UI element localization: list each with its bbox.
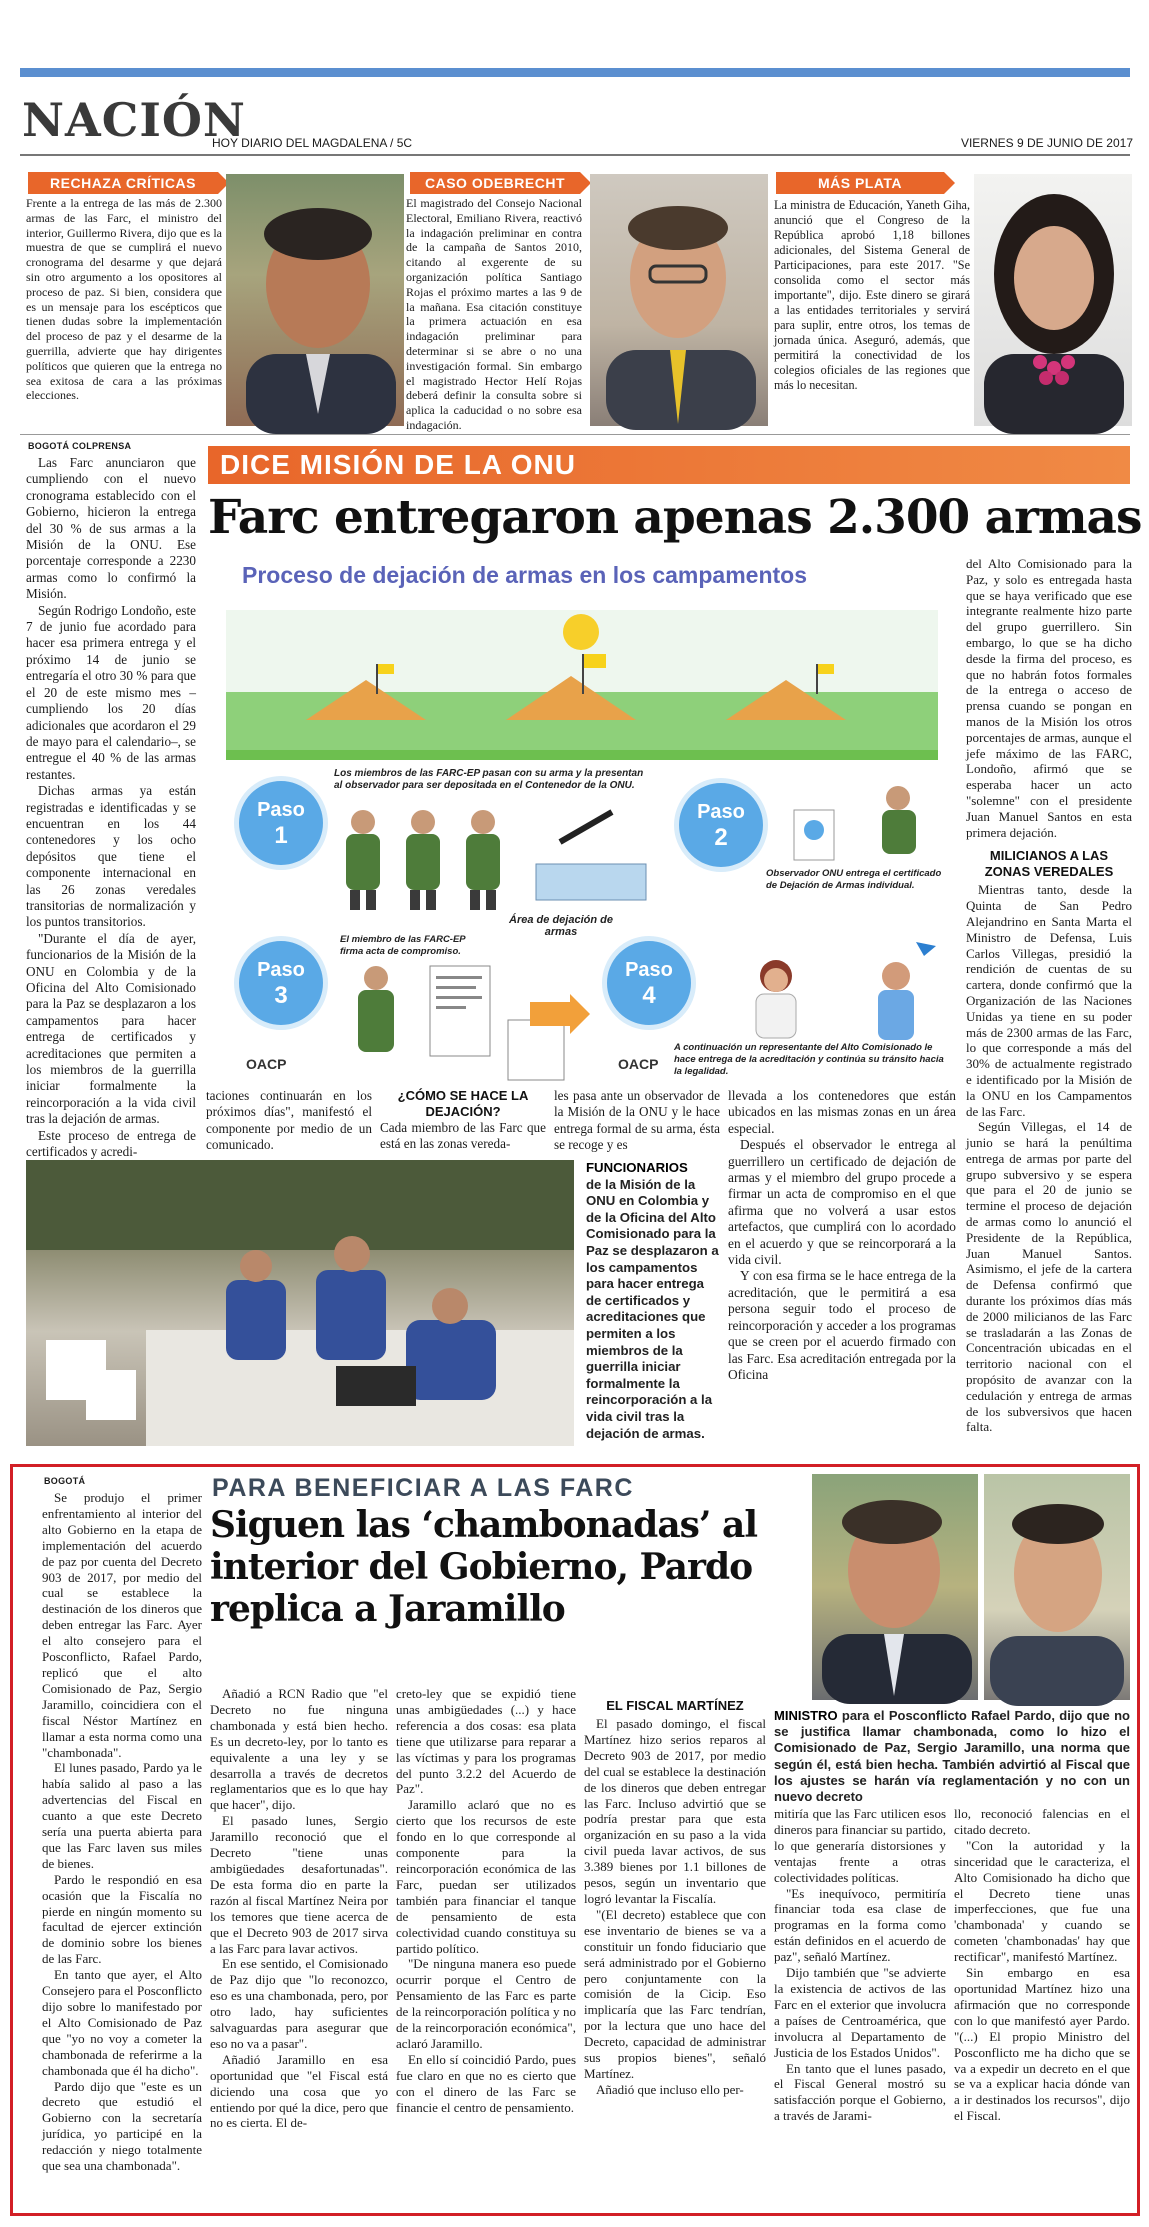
- portrait-figure: [590, 174, 768, 426]
- section-title: NACIÓN: [22, 93, 246, 147]
- subhead-fiscal: EL FISCAL MARTÍNEZ: [606, 1698, 744, 1713]
- photo-funcionarios: [26, 1160, 574, 1446]
- brief-kicker-label: MÁS PLATA: [817, 175, 903, 191]
- photo-rojas: [590, 174, 768, 426]
- paragraph: Mientras tanto, desde la Quinta de San Pedro Alejandrino en Santa Marta el Ministro de Defensa, Luis Carlos Villegas, presidió la rendición de cuentas de su cartera, donde confirmó que la Organización de las Naciones Unidas ya tiene en su poder más de 2300 armas de las Farc, lo que corresponde a más del 30% de actualmente registrado e identificado por la Misión de la ONU en los Campamentos de las Farc.: [966, 882, 1132, 1119]
- main-col1: [26, 455, 196, 1171]
- paragraph: del Alto Comisionado para la Paz, y solo es entregada hasta que se haya verificado que ese integrante realmente hizo parte del grupo guerrillero. Sin embargo, lo que se ha dicho desde la firma del proceso, es que no habrán fotos formales de la entrega o acceso de prensa cuando se pongan en manos de la Misión los otros porcentajes de armas, aunque el jefe máximo de las FARC, Londoño, afirmó que se esperaba hacer un acto "solemne" con el presidente Juan Manuel Santos en esta primera dejación.: [966, 556, 1132, 840]
- paragraph: "De ninguna manera eso puede ocurrir porque el Centro de Pensamiento de las Farc es parte de la reincorporación política y no de la reincorporación económica", aclaró Jaramillo.: [396, 1956, 576, 2051]
- main-dateline: BOGOTÁ COLPRENSA: [28, 441, 132, 451]
- paragraph: "Es inequívoco, permitiría financiar toda esa clase de programas en la forma como están definidos en el acuerdo de paz", señaló Martínez.: [774, 1885, 946, 1965]
- publication-line: HOY DIARIO DEL MAGDALENA / 5C: [212, 136, 413, 150]
- paragraph: Dichas armas ya están registradas e identificadas y se encuentran en los 44 contenedores y los ocho depósitos que tiene el componente internacional en las 26 zonas veredales transitorias de normalización y los puntos transitorios.: [26, 783, 196, 930]
- photo-giha: [974, 174, 1132, 426]
- second-col3: [396, 1686, 576, 2198]
- issue-date: VIERNES 9 DE JUNIO DE 2017: [960, 136, 1133, 150]
- paragraph: El pasado domingo, el fiscal Martínez hizo serios reparos al Decreto 903 de 2017, por medio del cual se establece la destinación de los dineros que deben entregar las Farc. Incluso advirtió que se podría prestar para que esta organización en su paso a la vida civil pueda lavar activos, de sus 3.389 bienes por 1.1 billones de pesos, según un inventario que logró levantar la Fiscalía.: [584, 1716, 766, 1906]
- main-col3-tail-wrap: [380, 1088, 546, 1152]
- area-label: Área de dejación de armas: [509, 914, 613, 938]
- paso-4-text: A continuación un representante del Alto Comisionado le hace entrega de la acreditación y continúa su tránsito hacia la legalidad.: [674, 1042, 944, 1077]
- header-rule: [20, 154, 1130, 156]
- brief-kicker-3: [776, 172, 944, 194]
- paragraph: Añadió que incluso ello per-: [596, 2081, 744, 2097]
- brief-kicker-label: CASO ODEBRECHT: [424, 175, 565, 191]
- paragraph: Se produjo el primer enfrentamiento al interior del alto Gobierno en la etapa de implementación del acuerdo de paz por cuenta del Decreto 903 de 2017, por medio del cual se establece la destinación de los dineros que deben entregar las Farc. Ayer el alto consejero para el Posconflicto, Rafael Pardo, replicó que el alto Comisionado de Paz, Sergio Jaramillo, coincidiera con el fiscal Néstor Martínez en llamar a esta norma como una "chambonada".: [42, 1490, 202, 1760]
- paragraph: Este proceso de entrega de certificados y acredi-: [26, 1127, 196, 1160]
- paragraph: Las Farc anunciaron que cumpliendo con el nuevo cronograma establecido con el Gobierno, hicieron la entrega del 30 % de sus armas a la Misión de la ONU. Ese porcentaje corresponde a 2230 armas como lo confirmó la Misión.: [26, 455, 196, 602]
- paso-3-badge: Paso 3: [234, 936, 328, 1030]
- portrait-figure: [974, 174, 1132, 426]
- infographic: [206, 556, 958, 1088]
- main-col3-tail: Cada miembro de las Farc que está en las zonas vereda-: [380, 1120, 546, 1152]
- second-col6: [954, 1806, 1130, 2200]
- paso-1-badge: Paso 1: [234, 776, 328, 870]
- paragraph: Jaramillo aclaró que no es cierto que los recursos de este fondo en lo que corresponde al componente para la reincorporación económica de las Farc, puedan ser utilizados también para financiar el tanque de pensamiento de esta colectividad cuando constituya su partido político.: [396, 1797, 576, 1956]
- brief-kicker-1: [28, 172, 218, 194]
- paso-1-text: Los miembros de las FARC-EP pasan con su arma y la presentan al observador para ser depositada en el Contenedor de la ONU.: [334, 768, 644, 791]
- main-kicker-bar: [208, 446, 1130, 484]
- brief-kicker-2: [410, 172, 580, 194]
- brief-text-1: Frente a la entrega de las más de 2.300 armas de las Farc, el ministro del interior, Guillermo Rivera, dijo que es la muestra de que se cumplirá el nuevo cronograma del desarme y que dejará sin otro argumento a los opositores al proceso de paz. Si bien, considera que es un mensaje para los escépticos que tienen dudas sobre la implementación del proceso de paz y el desarme de la guerrilla, advierte que hay dirigentes políticos que quieren que la entrega no sea exitosa de cara a las próximas elecciones.: [26, 196, 222, 403]
- portrait-figure: [812, 1474, 978, 1700]
- paragraph: En tanto que el lunes pasado, el Fiscal General mostró su satisfacción porque el Gobierno, a través de Jarami-: [774, 2060, 946, 2124]
- paragraph: Según Rodrigo Londoño, este 7 de junio fue acordado para hacer esa primera entrega y el próximo 14 de junio se entregaría el otro 30 % para que el 20 de este mismo mes –cumpliendo los 20 días adicionales que acordaron el 29 de mayo para el calendario–, se entregue el 40 % de las armas restantes.: [26, 602, 196, 782]
- caption-head: FUNCIONARIOS: [586, 1160, 688, 1175]
- top-color-bar: [20, 68, 1130, 77]
- oacp-logo-1: OACP: [246, 1056, 287, 1072]
- caption-head: MINISTRO: [774, 1708, 838, 1723]
- infographic-title: Proceso de dejación de armas en los campamentos: [242, 562, 807, 588]
- photo-rivera: [226, 174, 404, 426]
- main-col4-tail: les pasa ante un observador de la Misión de la ONU y le hace entrega formal de su arma, ésta se recoge y es: [554, 1088, 720, 1153]
- civilian-illustration: [716, 936, 956, 1046]
- paragraph: "Con la autoridad y la sinceridad que le caracteriza, el Alto Comisionado ha dicho que el Decreto tiene unas imperfecciones, que fue una 'chambonada' y cuando se cometen 'chambonadas' hay que rectificar", manifestó Martínez.: [954, 1837, 1130, 1965]
- paragraph: El pasado lunes, Sergio Jaramillo reconoció que el Decreto "tiene unas ambigüedades desafortunadas". De esta forma dio en parte la razón al fiscal Martínez Neira por los temores que tiene acerca de que el Decreto 903 de 2017 sirva a las Farc para lavar activos.: [210, 1813, 388, 1956]
- second-kicker: PARA BENEFICIAR A LAS FARC: [212, 1474, 634, 1502]
- paragraph: Sin embargo en esa oportunidad Martínez hizo una afirmación que no corresponde con lo que manifestó ayer Pardo. "(...) El propio Ministro del Posconflicto me ha dicho que se va a expedir un decreto en el que se va a explicar hacia dónde van a ir destinados los recursos", dijo el Fiscal.: [954, 1965, 1130, 2124]
- main-kicker: DICE MISIÓN DE LA ONU: [220, 449, 576, 480]
- paragraph: En ello sí coincidió Pardo, pues fue claro en que no es cierto que con el dinero de las Farc se financie el centro de pensamiento.: [396, 2051, 576, 2115]
- paso-2-badge: Paso 2: [674, 778, 768, 872]
- brief-kicker-label: RECHAZA CRÍTICAS: [50, 175, 196, 191]
- second-dateline: BOGOTÁ: [44, 1476, 86, 1486]
- paragraph: Añadió Jaramillo en esa oportunidad que "el Fiscal está diciendo una cosa que yo entiendo por qué la dice, pero que no es cierta. El de-: [210, 2051, 388, 2131]
- paragraph: Dijo también que "se advierte la existencia de activos de las Farc en el exterior que involucra a países de Centroamérica, que involucra al Departamento de Justicia de los Estados Unidos".: [774, 1965, 946, 2060]
- paragraph: "(El decreto) establece que con ese inventario de bienes se va a constituir un fondo fiduciario que será administrado por el Gobierno pero conjuntamente con la comisión de la Cicip. Eso implicaría que las Farc tendrían, por la lectura que uno hace del Decreto, capacidad de administrar sus propios bienes", señaló Martínez.: [584, 1906, 766, 2081]
- paragraph: llevada a los contenedores que están ubicados en las mismas zonas en un área especial.: [728, 1088, 956, 1136]
- second-col2: [210, 1686, 388, 2198]
- second-col5: [774, 1806, 946, 2200]
- portrait-figure: [984, 1474, 1130, 1700]
- portrait-figure: [226, 174, 404, 426]
- paragraph: Pardo le respondió en esa ocasión que la Fiscalía no pierde en ningún momento su facultad de ejercer extinción de dominio sobre los bienes de las Farc.: [42, 1871, 202, 1967]
- main-right-col: [966, 556, 1132, 1435]
- paragraph: "Durante el día de ayer, funcionarios de la Misión de la ONU en Colombia y de la Oficina del Alto Comisionado para la Paz se desplazaron a los campamentos para hacer entrega de certificados y acreditaciones que permiten a los miembros de la guerrilla iniciar formalmente la reincorporación a la vida civil tras la dejación de armas.: [26, 930, 196, 1127]
- photo-pardo: [812, 1474, 978, 1700]
- brief-text-3: La ministra de Educación, Yaneth Giha, anunció que el Congreso de la República aprobó 1,18 billones adicionales, del Sistema General de Participaciones, para este 2017. "Se consolida como el sector más importante", dijo. Este dinero se girará a las entidades territoriales y servirá para suplir, entre otros, los temas de jornada única. Aseguró, además, que permitirá la conectividad de los colegios oficiales de las regiones que más lo necesitan.: [774, 198, 970, 392]
- paragraph: llo, reconoció falencias en el citado decreto.: [954, 1806, 1130, 1837]
- sun-icon: [563, 614, 599, 650]
- caption-text: de la Misión de la ONU en Colombia y de la Oficina del Alto Comisionado para la Paz se desplazaron a los campamentos para hacer entrega de certificados y acreditaciones que permiten a los miembros de la guerrilla iniciar formalmente la reincorporación a la vida civil tras la dejación de armas.: [586, 1176, 719, 1441]
- brief-divider: [20, 434, 1130, 435]
- paso-3-text: El miembro de las FARC-EP firma acta de compromiso.: [340, 934, 466, 957]
- observer-illustration: [774, 780, 934, 870]
- paso-4-badge: Paso 4: [602, 936, 696, 1030]
- paragraph: Y con esa firma se le hace entrega de la acreditación, que le permitirá a esa persona seguir todo el proceso de reincorporación y acceder a los programas que se creen por el acuerdo firmado con las Farc. Esa acreditación entregada por la Oficina: [728, 1268, 956, 1382]
- camp-scene: [206, 610, 958, 760]
- dove-icon: [916, 942, 936, 956]
- paragraph: creto-ley que se expidió tiene unas ambigüedades (...) y hace referencia a dos cosas: esa plata tiene que utilizarse para reparar a las víctimas y para los programas del punto 3.2.2 del Acuerdo de Paz".: [396, 1686, 576, 1797]
- meeting-scene: [26, 1160, 574, 1446]
- second-photo-caption: [774, 1708, 1130, 1805]
- paragraph: Después el observador le entrega al guerrillero un certificado de dejación de armas y el miembro del grupo procede a firmar un acta de compromiso en el que afirma que no volverá a usar estos artefactos, que cumplirá con lo acordado en el acuerdo y que se reincorporará a la vida civil.: [728, 1137, 956, 1268]
- subhead-como: ¿CÓMO SE HACE LA DEJACIÓN?: [397, 1088, 529, 1119]
- oacp-logo-2: OACP: [618, 1056, 659, 1072]
- paragraph: mitiría que las Farc utilicen esos dineros para financiar su partido, lo que generaría distorsiones y ventajas frente a otras colectividades políticas.: [774, 1806, 946, 1885]
- paragraph: El lunes pasado, Pardo ya le había salido al paso a las advertencias del Fiscal en cuanto a que este Decreto sería una puerta abierta para que las Farc laven sus miles de bienes.: [42, 1760, 202, 1871]
- paragraph: Pardo dijo que "este es un decreto que estudió el Gobierno con la secretaría jurídica, yo participé en la redacción y niego totalmente que sea una chambonada".: [42, 2078, 202, 2174]
- paragraph: Según Villegas, el 14 de junio se hará la penúltima entrega de armas por parte del grupo subversivo y se espera que para el 20 de junio se termine el proceso de dejación de armas como lo anunció el Presidente de la República, Juan Manuel Santos. Asimismo, el jefe de la cartera de Defensa confirmó que durante los próximos días más de 2000 milicianos de las Farc se trasladarán a las Zonas de Concentración ubicadas en el territorio nacional con el propósito de avanzar con la cedulación y entrega de armas de los subversivos que hacen falta.: [966, 1119, 1132, 1435]
- main-headline: Farc entregaron apenas 2.300 armas: [208, 490, 1142, 545]
- brief-arrow-3: [944, 172, 955, 194]
- main-col5: [728, 1088, 956, 1454]
- subhead-milicianos: MILICIANOS A LAS ZONAS VEREDALES: [984, 848, 1114, 880]
- paragraph: Añadió a RCN Radio que "el Decreto no fue ninguna chambonada y está bien hecho. Es un decreto-ley, por lo tanto es equivalente a una ley y se desarrolla a través de decretos reglamentarios que es lo que hay que hacer", dijo.: [210, 1686, 388, 1813]
- main-col2-tail: taciones continuarán en los próximos días", manifestó el componente por medio de un comunicado.: [206, 1088, 372, 1153]
- observer-text: Observador ONU entrega el certificado de Dejación de Armas individual.: [766, 868, 942, 891]
- paragraph: En ese sentido, el Comisionado de Paz dijo que "lo reconozco, eso es una chambonada, pero, por otro lado, hay suficientes salvaguardas para asegurar que eso no va a pasar".: [210, 1956, 388, 2051]
- signing-illustration: [340, 960, 580, 1080]
- second-col1: [42, 1490, 202, 2200]
- brief-text-2: El magistrado del Consejo Nacional Electoral, Emiliano Rivera, reactivó la indagación preliminar en contra de la campaña de Santos 2010, citando al exgerente de su organización política Santiago Rojas el próximo martes a las 9 de la mañana. Esa citación constituye la primera actuación en esa indagación preliminar para determinar si se abre o no una investigación formal. Sin embargo el magistrado Hector Helí Rojas deberá definir la consulta sobre si aplica la caducidad o no sobre esa indagación.: [406, 196, 582, 432]
- second-headline: Siguen las ‘chambonadas’ al interior del Gobierno, Pardo replica a Jaramillo: [210, 1504, 757, 1630]
- photo-caption: [586, 1160, 722, 1450]
- paragraph: En tanto que ayer, el Alto Consejero para el Posconflicto dijo sobre lo manifestado por el Alto Comisionado de Paz que "yo no voy a cometer la chambonada de referirme a la chambonada que él ha dicho".: [42, 1967, 202, 2078]
- caption-text: para el Posconflicto Rafael Pardo, dijo que no se justifica llamar chambonada, como lo hizo el Comisionado de Paz, Sergio Jaramillo, una norma que según él, está bien hecha. También advirtió al Fiscal que los ajustes se harán vía reglamentación y no con un nuevo decreto: [774, 1708, 1130, 1805]
- soldiers-illustration: [326, 804, 656, 914]
- laptop-icon: [336, 1366, 416, 1406]
- second-col4: [584, 1698, 766, 2198]
- photo-jaramillo: [984, 1474, 1130, 1700]
